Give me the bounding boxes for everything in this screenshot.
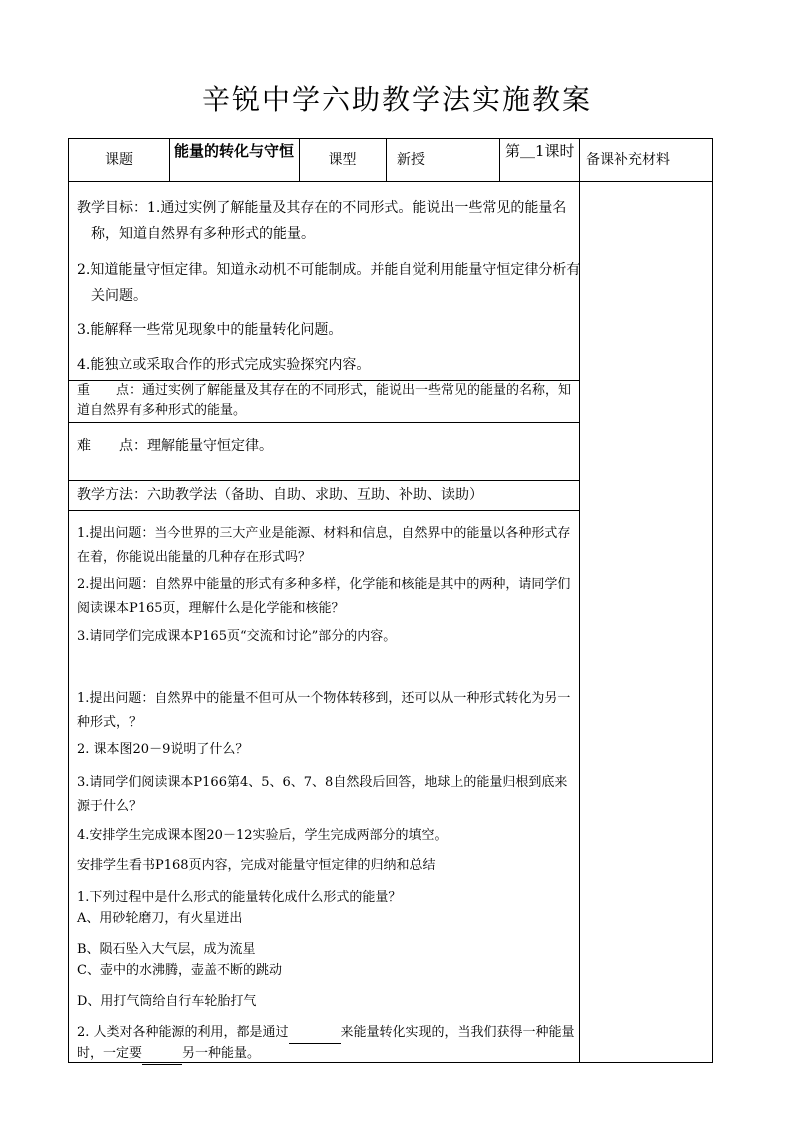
step-1-3: 3.请同学们完成课本P165页“交流和讨论”部分的内容。 xyxy=(77,629,397,644)
row-divider xyxy=(69,422,579,423)
col-divider xyxy=(386,139,387,181)
exercise-q2-text: 另一种能量。 xyxy=(182,1046,261,1061)
step-2-4: 4.安排学生完成课本图20－12实验后，学生完成两部分的填空。 xyxy=(77,828,448,843)
col-divider xyxy=(169,139,170,181)
exercise-q1: 1.下列过程中是什么形式的能量转化成什么形式的能量？ xyxy=(77,890,402,905)
step-1-2: 2.提出问题：自然界中能量的形式有多种多样，化学能和核能是其中的两种，请同学们阅读课本P165页，理解什么是化学能和核能？ xyxy=(77,577,571,616)
fill-blank[interactable] xyxy=(142,1044,182,1065)
key-point: 重 点：通过实例了解能量及其存在的不同形式，能说出一些常见的能量的名称，知道自然界有多种形式的能量。 xyxy=(77,383,572,418)
objective-1: 教学目标：1.通过实例了解能量及其存在的不同形式。能说出一些常见的能量名称，知道自然界有多种形式的能量。 xyxy=(77,200,567,242)
difficulty: 难 点：理解能量守恒定律。 xyxy=(77,438,273,454)
exercise-q2-text: 来能量转化实现的，当我们获得一种能量时，一定要 xyxy=(77,1025,575,1061)
row-divider xyxy=(69,480,579,481)
row-divider xyxy=(69,181,712,182)
objective-3: 3.能解释一些常见现象中的能量转化问题。 xyxy=(77,322,343,338)
type-label: 课型 xyxy=(328,152,357,168)
topic-value: 能量的转化与守恒 xyxy=(173,142,294,160)
period-value: 第＿1课时 xyxy=(505,142,575,160)
exercise-q2 xyxy=(77,1023,575,1065)
lesson-plan-table xyxy=(68,138,713,1063)
col-divider xyxy=(499,139,500,181)
exercise-option-d: D、用打气筒给自行车轮胎打气 xyxy=(77,994,257,1009)
exercise-q2-text: 2. 人类对各种能源的利用，都是通过 xyxy=(77,1025,289,1040)
step-2-2: 2. 课本图20－9说明了什么？ xyxy=(77,742,249,757)
teaching-method: 教学方法：六助教学法（备助、自助、求助、互助、补助、读助） xyxy=(77,487,483,503)
row-divider xyxy=(69,510,579,511)
exercise-option-a: A、用砂轮磨刀，有火星迸出 xyxy=(77,911,243,926)
notes-label: 备课补充材料 xyxy=(586,152,670,168)
page-title: 辛锐中学六助教学法实施教案 xyxy=(201,83,592,116)
objective-2: 2.知道能量守恒定律。知道永动机不可能制成。并能自觉利用能量守恒定律分析有关问题。 xyxy=(77,262,581,304)
objective-4: 4.能独立或采取合作的形式完成实验探究内容。 xyxy=(77,357,371,373)
fill-blank[interactable] xyxy=(289,1023,341,1044)
exercise-option-b: B、陨石坠入大气层，成为流星 xyxy=(77,942,256,957)
step-2-5: 安排学生看书P168页内容，完成对能量守恒定律的归纳和总结 xyxy=(77,858,436,873)
topic-label: 课题 xyxy=(105,152,133,168)
step-2-3: 3.请同学们阅读课本P166第4、5、6、7、8自然段后回答，地球上的能量归根到底来源于什么？ xyxy=(77,775,568,814)
step-1-1: 1.提出问题：当今世界的三大产业是能源、材料和信息，自然界中的能量以各种形式存在着，你能说出能量的几种存在形式吗？ xyxy=(77,526,571,565)
step-2-1: 1.提出问题：自然界中的能量不但可从一个物体转移到，还可以从一种形式转化为另一种形式，？ xyxy=(77,691,571,730)
type-value: 新授 xyxy=(397,152,425,168)
exercise-option-c: C、壶中的水沸腾，壶盖不断的跳动 xyxy=(77,963,282,978)
